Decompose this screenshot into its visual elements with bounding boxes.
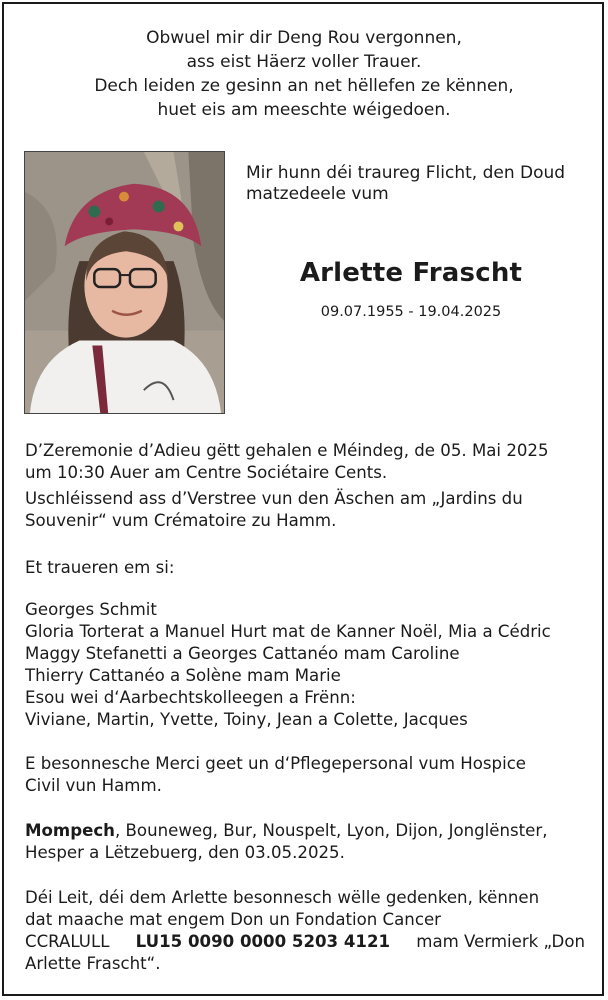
mourner-line: Maggy Stefanetti a Georges Cattanéo mam Caroline [25, 644, 460, 663]
place-list: , Bouneweg, Bur, Nouspelt, Lyon, Dijon, Jonglënster, [115, 821, 548, 840]
donation-line: Déi Leit, déi dem Arlette besonnesch wëlle gedenken, kënnen [25, 888, 540, 907]
ceremony-line: Uschléissend ass d’Verstree vun den Äschen am „Jardins du [25, 489, 523, 508]
announcement-line: matzedeele vum [246, 184, 389, 204]
intro-line: Obwuel mir dir Deng Rou vergonnen, [146, 28, 462, 48]
bank-code: CCRALULL [25, 932, 110, 951]
mourner-line: Gloria Torterat a Manuel Hurt mat de Kanner Noël, Mia a Cédric [25, 622, 551, 641]
thanks-line: Civil vun Hamm. [25, 776, 162, 795]
donation-info [25, 887, 585, 975]
thanks-text [25, 753, 585, 797]
intro-line: huet eis am meeschte wéigedoen. [157, 100, 451, 120]
ceremony-line: um 10:30 Auer am Centre Sociétaire Cents. [25, 463, 388, 482]
thanks-line: E besonnesche Merci geet un d‘Pflegepersonal vum Hospice [25, 754, 527, 773]
deceased-name: Arlette Frascht [299, 258, 523, 288]
mourner-line: Georges Schmit [25, 600, 157, 619]
ceremony-info [25, 440, 585, 532]
place-line: Hesper a Lëtzebuerg, den 03.05.2025. [25, 843, 345, 862]
mourner-line: Esou wei d‘Aarbechtskolleegen a Frënn: [25, 688, 356, 707]
portrait-photo [24, 151, 225, 414]
iban-number: LU15 0090 0000 5203 4121 [135, 932, 391, 951]
donation-mention: mam Vermierk „Don [416, 932, 585, 951]
mourners-list [25, 599, 585, 731]
place-line [25, 820, 585, 842]
mourner-line: Viviane, Martin, Yvette, Toiny, Jean a Colette, Jacques [25, 710, 468, 729]
mourner-line: Thierry Cattanéo a Solène mam Marie [25, 666, 341, 685]
intro-poem [0, 26, 608, 122]
announcement-text [246, 163, 596, 205]
life-dates: 09.07.1955 - 19.04.2025 [320, 304, 502, 320]
intro-line: ass eist Häerz voller Trauer. [186, 52, 422, 72]
bank-line [25, 931, 585, 953]
mourners-heading: Et traueren em si: [25, 558, 175, 577]
donation-line: Arlette Frascht“. [25, 954, 161, 973]
ceremony-line: D’Zeremonie d’Adieu gëtt gehalen e Méindeg, de 05. Mai 2025 [25, 441, 549, 460]
announcement-line: Mir hunn déi traureg Flicht, den Doud [246, 163, 566, 183]
donation-line: dat maache mat engem Don un Fondation Cancer [25, 910, 441, 929]
ceremony-line: Souvenir“ vum Crématoire zu Hamm. [25, 511, 337, 530]
place-village: Mompech [25, 821, 115, 840]
intro-line: Dech leiden ze gesinn an net hëllefen ze kënnen, [94, 76, 514, 96]
place-date [25, 820, 585, 864]
